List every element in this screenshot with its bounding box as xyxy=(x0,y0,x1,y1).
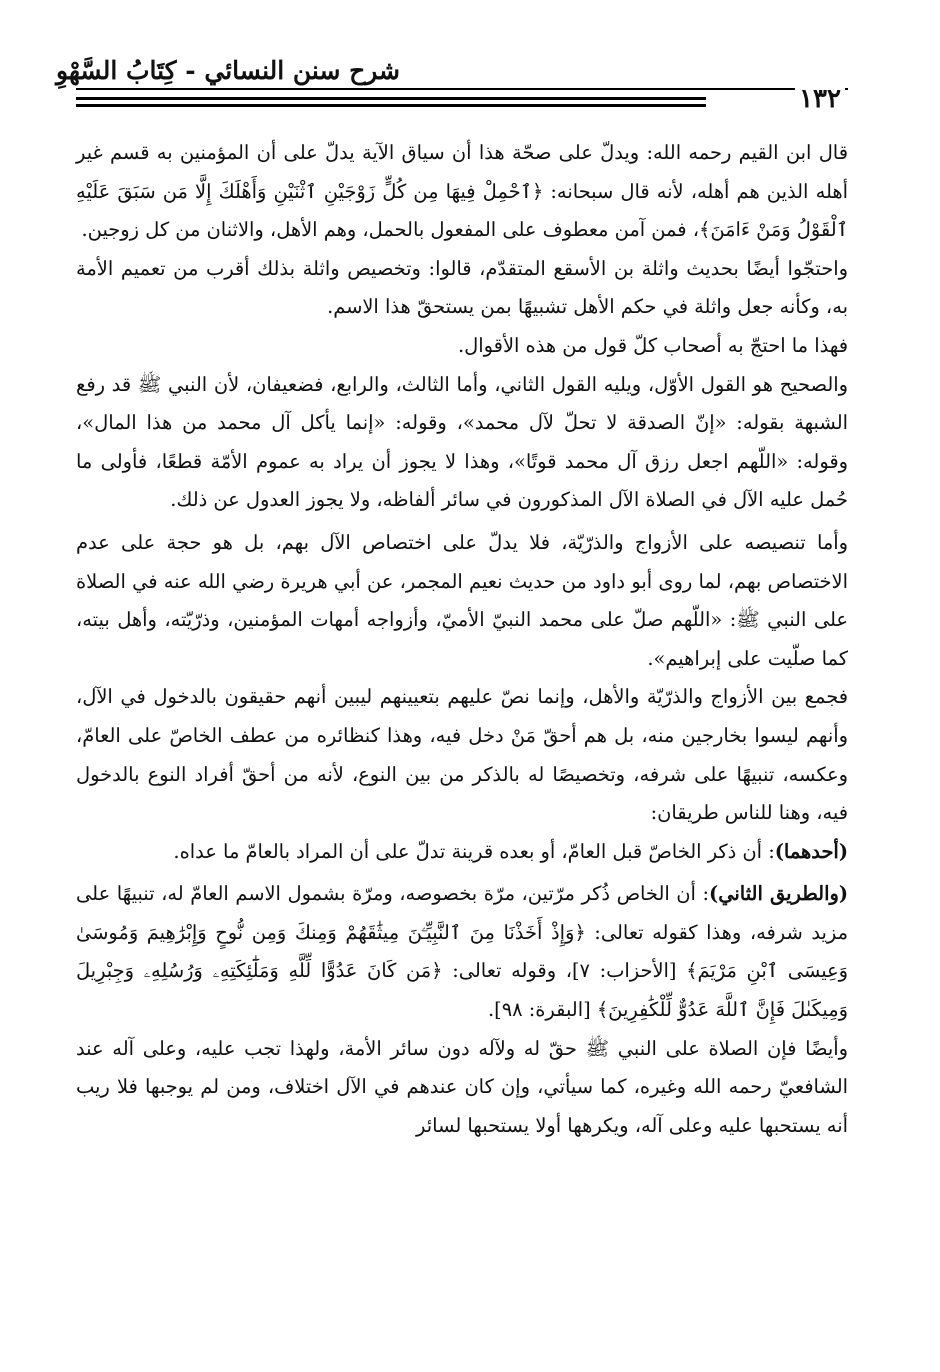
header-rule-double-1 xyxy=(76,97,706,100)
paragraph-text: : أن ذكر الخاصّ قبل العامّ، أو بعده قرينة تدلّ على أن المراد بالعامّ ما عداه. xyxy=(173,839,775,863)
paragraph: واحتجّوا أيضًا بحديث واثلة بن الأسقع المتقدّم، قالوا: وتخصيص واثلة بذلك أقرب من تعميم الأمة به، وكأنه جعل واثلة في حكم الأهل تشبيهًا بمن يستحقّ هذا الاسم. xyxy=(76,256,848,319)
header-rule-double-2 xyxy=(76,104,706,107)
paragraph: فجمع بين الأزواج والذرّيّة والأهل، وإنما نصّ عليهم بتعيينهم ليبين أنهم حقيقون بالدخول في الآل، وأنهم ليسوا بخارجين منه، بل هم أحقّ مَنْ دخل فيه، وهذا كنظائره من عطف الخاصّ على العامّ، وعكسه، تنبيهًا على شرفه، وتخصيصًا له بالذكر من بين النوع، لأنه من أحقّ أفراد النوع بالدخول فيه، وهنا للناس طريقان: xyxy=(76,685,848,825)
paragraph: وأما تنصيصه على الأزواج والذرّيّة، فلا يدلّ على اختصاص الآل بهم، بل هو حجة على عدم الاختصاص بهم، لما روى أبو داود من حديث نعيم المجمر، عن أبي هريرة رضي الله عنه في الصلاة على النبي ﷺ: «اللّهم صلّ على محمد النبيّ الأميّ، وأزواجه أمهات المؤمنين، وذرّيّته، وأهل بيته، كما صلّيت على إبراهيم». xyxy=(76,530,848,670)
page-number: ١٣٢ xyxy=(795,84,845,114)
paragraph: وأيضًا فإن الصلاة على النبي ﷺ حقّ له ولآله دون سائر الأمة، ولهذا تجب عليه، وعلى آله عند الشافعيّ رحمه الله وغيره، كما سيأتي، وإن كان عندهم في الآل اختلاف، ومن لم يوجبها فلا ريب أنه يستحبها عليه وعلى آله، ويكرهها أولا يستحبها لسائر xyxy=(76,1036,848,1137)
paragraph: فهذا ما احتجّ به أصحاب كلّ قول من هذه الأقوال. xyxy=(458,333,848,357)
paragraph xyxy=(76,833,848,872)
paragraph: والصحيح هو القول الأوّل، ويليه القول الثاني، وأما الثالث، والرابع، فضعيفان، لأن النبي ﷺ قد رفع الشبهة بقوله: «إنّ الصدقة لا تحلّ لآل محمد»، وقوله: «إنما يأكل آل محمد من هذا المال»، وقوله: «اللّهم اجعل رزق آل محمد قوتًا»، وهذا لا يجوز أن يراد به عموم الأمّة قطعًا، فأولى ما حُمل عليه الآل في الصلاة الآل المذكورون في سائر ألفاظه، ولا يجوز العدول عن ذلك. xyxy=(76,372,848,512)
body-text xyxy=(76,134,848,1145)
paragraph: قال ابن القيم رحمه الله: ويدلّ على صحّة هذا أن سياق الآية يدلّ على أن المؤمنين به قسم غير أهله الذين هم أهله، لأنه قال سبحانه: ﴿ٱحْمِلْ فِيهَا مِن كُلٍّ زَوْجَيْنِ ٱثْنَيْنِ وَأَهْلَكَ إِلَّا مَن سَبَقَ عَلَيْهِ ٱلْقَوْلُ وَمَنْ ءَامَنَ﴾، فمن آمن معطوف على المفعول بالحمل، وهم الأهل، والاثنان من كل زوجين. xyxy=(76,141,848,242)
paragraph-text: : أن الخاص ذُكر مرّتين، مرّة بخصوصه، ومرّة بشمول الاسم العامّ له، تنبيهًا على مزيد شرفه، وهذا كقوله تعالى: ﴿وَإِذْ أَخَذْنَا مِنَ ٱلنَّبِيِّـۧنَ مِيثَٰقَهُمْ وَمِنكَ وَمِن نُّوحٍ وَإِبْرَٰهِيمَ وَمُوسَىٰ وَعِيسَى ٱبْنِ مَرْيَمَ﴾ [الأحزاب: ٧]، وقوله تعالى: ﴿مَن كَانَ عَدُوًّا لِّلَّهِ وَمَلَٰٓئِكَتِهِۦ وَرُسُلِهِۦ وَجِبْرِيلَ وَمِيكَىٰلَ فَإِنَّ ٱللَّهَ عَدُوٌّ لِّلْكَٰفِرِينَ﴾ [البقرة: ٩٨]. xyxy=(76,882,848,1022)
paragraph xyxy=(76,875,848,1029)
running-head: شرح سنن النسائي - كِتَابُ السَّهْوِ xyxy=(55,56,400,85)
paragraph-label: (والطريق الثاني) xyxy=(709,882,848,906)
paragraph-label: (أحدهما) xyxy=(774,839,848,863)
header-rule-top xyxy=(76,88,848,90)
